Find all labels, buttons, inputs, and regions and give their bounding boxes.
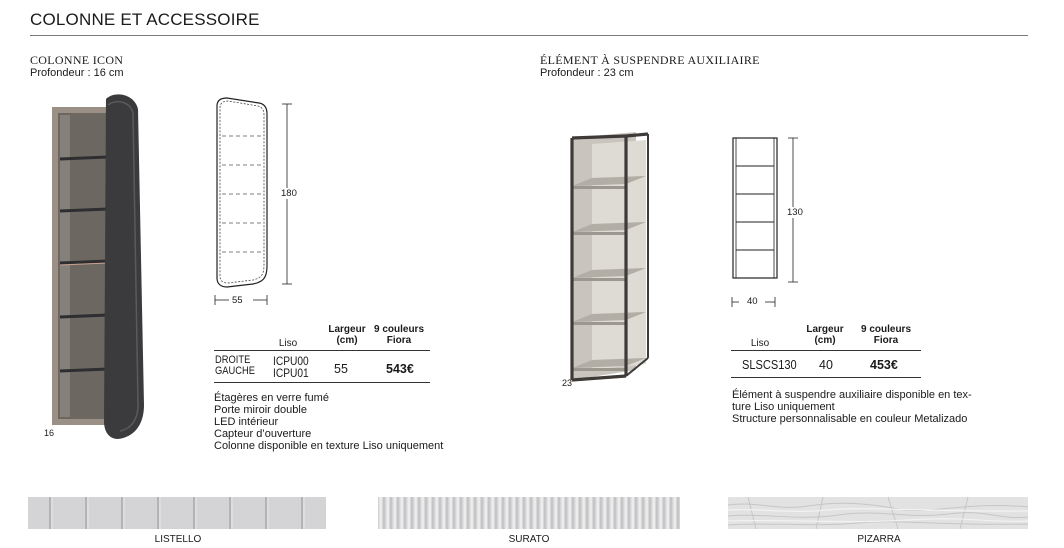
product-description: Élément à suspendre auxiliaire disponible en tex- ture Liso uniquement Structure personnalisable en couleur Metalizado (732, 389, 972, 425)
texture-swatch-pizarra (728, 497, 1028, 529)
title-divider (30, 35, 1028, 36)
table-width-value: 55 (334, 362, 348, 376)
table-versions: DROITE GAUCHE (215, 354, 256, 377)
product-depth: Profondeur : 23 cm (540, 67, 634, 79)
col-header-colors: 9 couleurs Fiora (860, 324, 912, 346)
shelf-unit-photo (556, 118, 666, 386)
table-divider-top (731, 350, 921, 351)
table-divider-bottom (731, 377, 921, 378)
col-header-width: Largeur (cm) (806, 324, 844, 346)
table-code: SLSCS130 (742, 357, 797, 372)
texture-swatch-surato (378, 497, 680, 529)
table-price: 453€ (870, 358, 898, 372)
width-dimension: 55 (232, 295, 243, 306)
col-header-colors: 9 couleurs Fiora (373, 324, 425, 346)
product-name-element-suspendre: ÉLÉMENT À SUSPENDRE AUXILIAIRE (540, 53, 760, 67)
col-header-width: Largeur (cm) (328, 324, 366, 346)
height-dimension: 130 (787, 207, 803, 218)
col-header-finish: Liso (750, 338, 770, 349)
texture-label-surato: SURATO (508, 534, 550, 545)
texture-label-listello: LISTELLO (154, 534, 202, 545)
product-name-colonne-icon: COLONNE ICON (30, 53, 124, 67)
table-price: 543€ (386, 362, 414, 376)
shelf-unit-drawing (727, 134, 807, 312)
height-dimension: 180 (281, 188, 297, 199)
photo-depth-label: 16 (44, 428, 55, 438)
width-dimension: 40 (747, 296, 758, 307)
product-description: Étagères en verre fumé Porte miroir double LED intérieur Capteur d’ouverture Colonne disponible en texture Liso uniquement (214, 392, 444, 452)
table-divider-bottom (214, 382, 430, 383)
table-codes: ICPU00 ICPU01 (273, 354, 309, 380)
table-divider-top (214, 350, 430, 351)
product-depth: Profondeur : 16 cm (30, 67, 124, 79)
page-title: COLONNE ET ACCESSOIRE (30, 10, 260, 29)
colonne-icon-drawing (205, 96, 305, 314)
col-header-finish: Liso (278, 338, 298, 349)
colonne-icon-photo (38, 85, 158, 445)
texture-label-pizarra: PIZARRA (857, 534, 901, 545)
texture-swatch-listello (28, 497, 326, 529)
photo-depth-label: 23 (562, 378, 573, 388)
table-width-value: 40 (819, 358, 833, 372)
